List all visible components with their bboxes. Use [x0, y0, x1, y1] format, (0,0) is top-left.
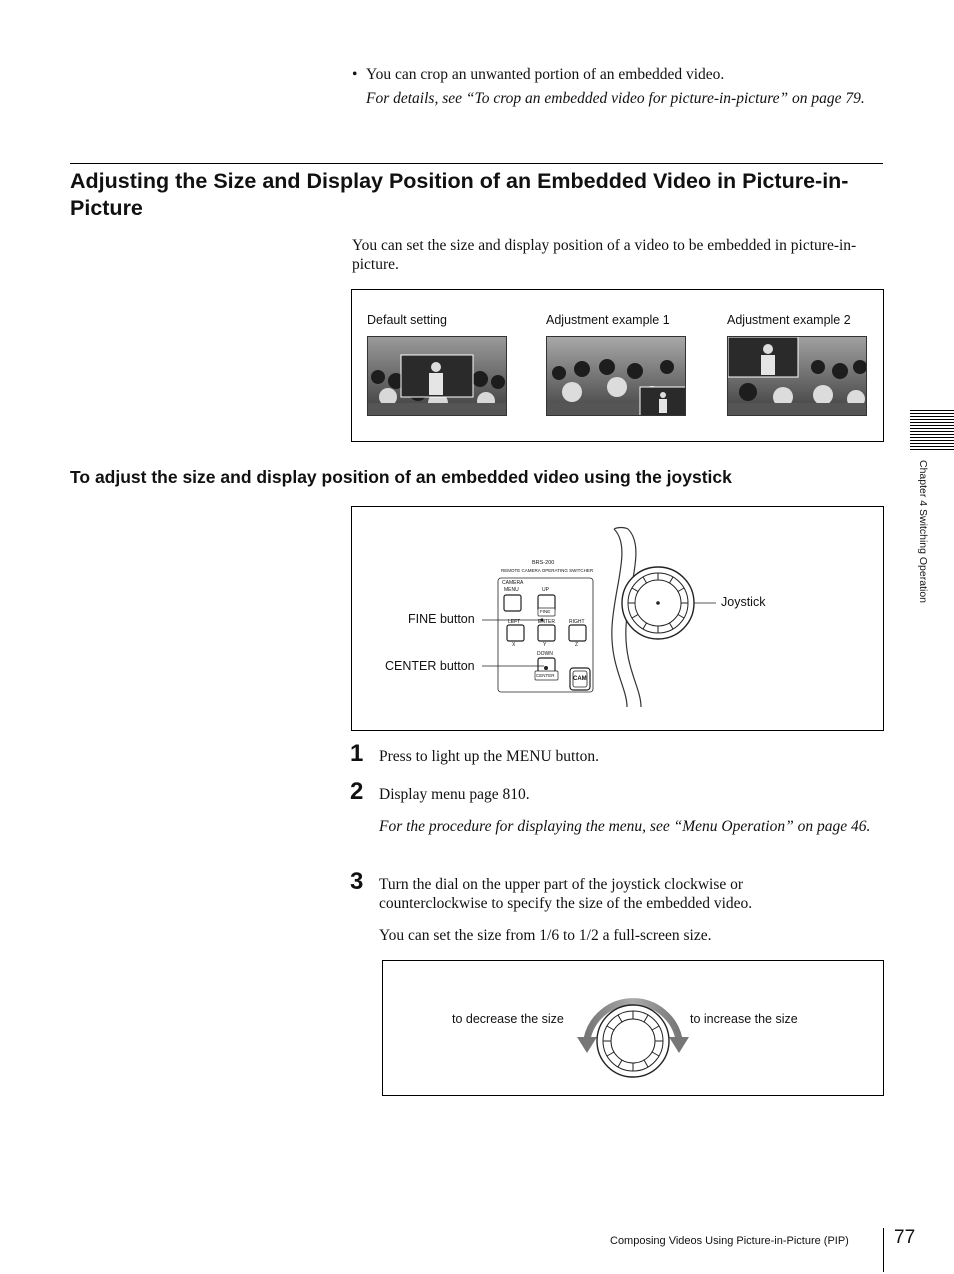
photo-default-setting: [367, 336, 507, 416]
step-1-number: 1: [350, 740, 364, 767]
panel-z-label: Z: [575, 642, 579, 648]
subsection-title: To adjust the size and display position of an embedded video using the joystick: [70, 467, 732, 487]
step-3-note: You can set the size from 1/6 to 1/2 a full-screen size.: [379, 927, 712, 944]
step-2-number: 2: [350, 778, 364, 805]
increase-size-label: to increase the size: [690, 1012, 798, 1026]
caption-adjustment-1: Adjustment example 1: [546, 313, 670, 327]
photo-adjustment-1: [546, 336, 686, 416]
step-2-note: For the procedure for displaying the menu, see “Menu Operation” on page 46.: [379, 818, 871, 835]
panel-model: BRS-200: [532, 560, 555, 566]
section-rule: [70, 163, 883, 164]
panel-left-label: LEFT: [508, 619, 521, 625]
panel-right-label: RIGHT: [569, 619, 585, 625]
panel-menu-label: MENU: [504, 587, 519, 593]
bullet-reference: For details, see “To crop an embedded video for picture-in-picture” on page 79.: [366, 90, 865, 107]
step-3-text: Turn the dial on the upper part of the joystick clockwise or counterclockwise to specify the size of the embedded video.: [379, 876, 753, 912]
center-button-callout: CENTER button: [385, 659, 475, 673]
bullet-marker: •: [352, 66, 358, 83]
dial-figure: [382, 960, 884, 1096]
page-number: 77: [894, 1227, 916, 1248]
joystick-figure: [351, 506, 884, 731]
caption-adjustment-2: Adjustment example 2: [727, 313, 851, 327]
footer-title: Composing Videos Using Picture-in-Picture (PIP): [610, 1235, 849, 1247]
pip-example-figure: [351, 289, 884, 442]
panel-camera-label: CAMERA: [502, 580, 524, 586]
step-3-number: 3: [350, 868, 364, 895]
fine-button-callout: FINE button: [408, 612, 475, 626]
panel-center-label: CENTER: [536, 673, 555, 678]
caption-default-setting: Default setting: [367, 313, 447, 327]
panel-enter-label: ENTER: [538, 619, 555, 625]
joystick-callout: Joystick: [721, 595, 766, 609]
panel-cam-label: CAM: [573, 676, 587, 682]
decrease-size-label: to decrease the size: [452, 1012, 564, 1026]
section-intro: You can set the size and display position of a video to be embedded in picture-in-picture.: [352, 237, 857, 273]
panel-down-label: DOWN: [537, 651, 553, 657]
panel-fine-label: FINE: [540, 609, 551, 614]
section-title: Adjusting the Size and Display Position of an Embedded Video in Picture-in-Picture: [70, 169, 849, 220]
step-2-text: Display menu page 810.: [379, 786, 530, 803]
chapter-sidebar-label: Chapter 4 Switching Operation: [917, 460, 929, 603]
panel-y-label: Y: [543, 642, 547, 648]
dial-drawing: [573, 981, 693, 1081]
bullet-text: You can crop an unwanted portion of an embedded video.: [366, 66, 725, 83]
panel-up-label: UP: [542, 587, 549, 593]
panel-name: REMOTE CAMERA OPERATING SWITCHER: [501, 568, 594, 573]
panel-x-label: X: [512, 642, 516, 648]
step-1-text: Press to light up the MENU button.: [379, 748, 600, 765]
photo-adjustment-2: [727, 336, 867, 416]
footer-divider: [883, 1228, 884, 1272]
chapter-tab-marker: [910, 410, 954, 452]
